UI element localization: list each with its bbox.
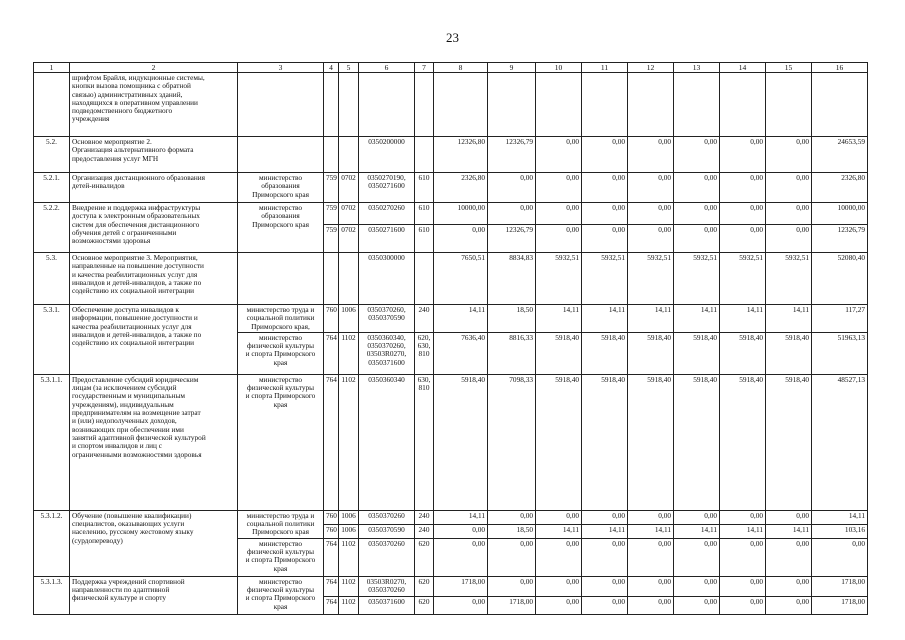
- header-cell: 7: [415, 63, 434, 73]
- value-cell: 0,00: [720, 576, 766, 596]
- table-row: [34, 137, 868, 173]
- row-number: 5.3.1.1.: [34, 374, 70, 510]
- value-cell: 0,00: [674, 137, 720, 173]
- value-cell: 0,00: [582, 538, 628, 576]
- vr-code: 240: [415, 510, 434, 524]
- executor: министерство труда и социальной политики Приморского края,: [238, 305, 324, 333]
- executor: министерство образования Приморского края: [238, 203, 324, 253]
- value-cell: 5918,40: [628, 332, 674, 374]
- value-cell: 0,00: [536, 596, 582, 614]
- value-cell: 0,00: [720, 538, 766, 576]
- rz-code: 1102: [339, 538, 359, 576]
- header-cell: 8: [434, 63, 488, 73]
- value-cell: 0,00: [720, 203, 766, 225]
- vr-code: 620, 630, 810: [415, 332, 434, 374]
- value-cell: 8816,33: [488, 332, 536, 374]
- value-cell: 14,11: [766, 524, 812, 538]
- value-cell: 5918,40: [536, 332, 582, 374]
- value-cell: 0,00: [488, 538, 536, 576]
- grbs-code: 760: [324, 510, 339, 524]
- value-cell: 14,11: [674, 305, 720, 333]
- header-cell: 16: [812, 63, 868, 73]
- value-cell: 14,11: [536, 524, 582, 538]
- grbs-code: 760: [324, 524, 339, 538]
- total-cell: 51963,13: [812, 332, 868, 374]
- value-cell: 0,00: [582, 225, 628, 253]
- value-cell: 0,00: [720, 225, 766, 253]
- value-cell: 12326,80: [434, 137, 488, 173]
- header-cell: 3: [238, 63, 324, 73]
- value-cell: 1718,00: [488, 596, 536, 614]
- executor: [238, 253, 324, 305]
- value-cell: 5918,40: [674, 374, 720, 510]
- value-cell: 14,11: [628, 524, 674, 538]
- header-cell: 10: [536, 63, 582, 73]
- value-cell: 5918,40: [536, 374, 582, 510]
- kcsr-code: 0350371600: [359, 596, 415, 614]
- value-cell: 10000,00: [434, 203, 488, 225]
- table-row: [34, 173, 868, 203]
- rz-code: 1006: [339, 524, 359, 538]
- total-cell: 48527,13: [812, 374, 868, 510]
- value-cell: 0,00: [766, 596, 812, 614]
- grbs-code: 764: [324, 332, 339, 374]
- value-cell: 0,00: [582, 576, 628, 596]
- value-cell: 0,00: [488, 203, 536, 225]
- header-cell: 4: [324, 63, 339, 73]
- value-cell: 5932,51: [674, 253, 720, 305]
- header-cell: 1: [34, 63, 70, 73]
- value-cell: 0,00: [434, 596, 488, 614]
- value-cell: 14,11: [582, 305, 628, 333]
- kcsr-code: 0350200000: [359, 137, 415, 173]
- row-number: [34, 73, 70, 137]
- header-cell: 2: [70, 63, 238, 73]
- rz-code: 1006: [339, 510, 359, 524]
- grbs-code: 759: [324, 203, 339, 225]
- executor: министерство образования Приморского края: [238, 173, 324, 203]
- vr-code: 610: [415, 173, 434, 203]
- value-cell: 18,50: [488, 524, 536, 538]
- grbs-code: 760: [324, 305, 339, 333]
- header-cell: 11: [582, 63, 628, 73]
- value-cell: 0,00: [674, 576, 720, 596]
- value-cell: 14,11: [628, 305, 674, 333]
- value-cell: 14,11: [582, 524, 628, 538]
- value-cell: 0,00: [488, 173, 536, 203]
- value-cell: 0,00: [720, 596, 766, 614]
- page-number: 23: [446, 30, 459, 45]
- kcsr-code: 0350370260: [359, 538, 415, 576]
- activity-name: шрифтом Брайля, индукционные системы, кнопки вызова помощника с обратной связью) административных зданий, находящихся в оперативном управлении подведомственного бюджетного учреждения: [70, 73, 238, 137]
- value-cell: 5918,40: [674, 332, 720, 374]
- value-cell: 14,11: [720, 524, 766, 538]
- table-row: [34, 374, 868, 510]
- value-cell: 0,00: [582, 137, 628, 173]
- value-cell: 5932,51: [582, 253, 628, 305]
- value-cell: 0,00: [628, 510, 674, 524]
- activity-name: Обеспечение доступа инвалидов к информации, повышение доступности и качества реабилитационных услуг для инвалидов и детей-инвалидов, а также по содействию их социальной интеграции: [70, 305, 238, 375]
- kcsr-code: 0350370260: [359, 510, 415, 524]
- value-cell: 0,00: [720, 137, 766, 173]
- value-cell: 0,00: [766, 137, 812, 173]
- value-cell: 2326,80: [434, 173, 488, 203]
- kcsr-code: 03503R0270, 0350370260: [359, 576, 415, 596]
- value-cell: 0,00: [674, 596, 720, 614]
- activity-name: Организация дистанционного образования детей-инвалидов: [70, 173, 238, 203]
- vr-code: 240: [415, 305, 434, 333]
- kcsr-code: 0350360340, 0350370260, 03503R0270, 0350371600: [359, 332, 415, 374]
- vr-code: 620: [415, 596, 434, 614]
- value-cell: 0,00: [766, 576, 812, 596]
- value-cell: 5918,40: [766, 374, 812, 510]
- activity-name: Поддержка учреждений спортивной направленности по адаптивной физической культуре и спорту: [70, 576, 238, 614]
- total-cell: 10000,00: [812, 203, 868, 225]
- kcsr-code: 0350370260, 0350370590: [359, 305, 415, 333]
- value-cell: 14,11: [720, 305, 766, 333]
- executor: [238, 137, 324, 173]
- value-cell: 0,00: [536, 510, 582, 524]
- vr-code: 620: [415, 576, 434, 596]
- row-number: 5.3.1.: [34, 305, 70, 375]
- value-cell: 0,00: [766, 510, 812, 524]
- value-cell: 5918,40: [582, 332, 628, 374]
- total-cell: 103,16: [812, 524, 868, 538]
- kcsr-code: 0350360340: [359, 374, 415, 510]
- value-cell: 5918,40: [720, 374, 766, 510]
- value-cell: 0,00: [536, 576, 582, 596]
- value-cell: 0,00: [536, 538, 582, 576]
- value-cell: 0,00: [488, 576, 536, 596]
- executor: министерство физической культуры и спорта Приморского края: [238, 374, 324, 510]
- value-cell: 0,00: [766, 173, 812, 203]
- kcsr-code: 0350271600: [359, 225, 415, 253]
- value-cell: 0,00: [674, 203, 720, 225]
- value-cell: 0,00: [582, 596, 628, 614]
- total-cell: 1718,00: [812, 596, 868, 614]
- table-row: [34, 305, 868, 333]
- row-number: 5.2.: [34, 137, 70, 173]
- row-number: 5.3.1.3.: [34, 576, 70, 614]
- value-cell: 0,00: [628, 576, 674, 596]
- value-cell: 0,00: [766, 225, 812, 253]
- grbs-code: 759: [324, 225, 339, 253]
- executor: министерство физической культуры и спорта Приморского края: [238, 538, 324, 576]
- table-row: [34, 203, 868, 225]
- header-cell: 15: [766, 63, 812, 73]
- header-cell: 9: [488, 63, 536, 73]
- grbs-code: 764: [324, 576, 339, 596]
- header-cell: 5: [339, 63, 359, 73]
- activity-name: Основное мероприятие 3. Мероприятия, направленные на повышение доступности и качества реабилитационных услуг для инвалидов и детей-инвалидов, а также по содействию их социальной интеграции: [70, 253, 238, 305]
- grbs-code: 764: [324, 538, 339, 576]
- value-cell: 0,00: [628, 538, 674, 576]
- header-cell: 14: [720, 63, 766, 73]
- value-cell: 5918,40: [434, 374, 488, 510]
- rz-code: 1102: [339, 374, 359, 510]
- grbs-code: 764: [324, 374, 339, 510]
- grbs-code: 764: [324, 596, 339, 614]
- value-cell: 14,11: [536, 305, 582, 333]
- value-cell: 7650,51: [434, 253, 488, 305]
- executor: [238, 73, 324, 137]
- value-cell: 5932,51: [766, 253, 812, 305]
- executor: министерство физической культуры и спорта Приморского края: [238, 332, 324, 374]
- value-cell: 0,00: [488, 510, 536, 524]
- vr-code: 620: [415, 538, 434, 576]
- table-row: [34, 253, 868, 305]
- total-cell: 12326,79: [812, 225, 868, 253]
- value-cell: 0,00: [766, 203, 812, 225]
- value-cell: 5918,40: [766, 332, 812, 374]
- vr-code: 610: [415, 225, 434, 253]
- value-cell: 0,00: [628, 137, 674, 173]
- value-cell: 5918,40: [582, 374, 628, 510]
- value-cell: 14,11: [674, 524, 720, 538]
- value-cell: 0,00: [536, 137, 582, 173]
- table-row: [34, 73, 868, 137]
- value-cell: 0,00: [582, 510, 628, 524]
- kcsr-code: 0350270190, 0350271600: [359, 173, 415, 203]
- budget-table: [33, 62, 868, 615]
- value-cell: 0,00: [434, 524, 488, 538]
- value-cell: 0,00: [628, 173, 674, 203]
- value-cell: 0,00: [674, 538, 720, 576]
- activity-name: Обучение (повышение квалификации) специалистов, оказывающих услуги населению, русскому жестовому языку (сурдопереводу): [70, 510, 238, 576]
- table-row: [34, 510, 868, 524]
- activity-name: Основное мероприятие 2. Организация альтернативного формата предоставления услуг МГН: [70, 137, 238, 173]
- value-cell: 7098,33: [488, 374, 536, 510]
- total-cell: 2326,80: [812, 173, 868, 203]
- value-cell: 0,00: [582, 203, 628, 225]
- executor: министерство физической культуры и спорта Приморского края: [238, 576, 324, 614]
- rz-code: 0702: [339, 203, 359, 225]
- vr-code: 630, 810: [415, 374, 434, 510]
- value-cell: 0,00: [674, 510, 720, 524]
- value-cell: 5918,40: [628, 374, 674, 510]
- value-cell: 0,00: [628, 225, 674, 253]
- value-cell: 0,00: [720, 173, 766, 203]
- value-cell: 0,00: [628, 203, 674, 225]
- value-cell: 0,00: [434, 225, 488, 253]
- value-cell: 12326,79: [488, 225, 536, 253]
- executor: министерство труда и социальной политики Приморского края: [238, 510, 324, 538]
- value-cell: 14,11: [434, 510, 488, 524]
- rz-code: 1102: [339, 332, 359, 374]
- header-cell: 12: [628, 63, 674, 73]
- rz-code: 1102: [339, 576, 359, 596]
- value-cell: 0,00: [536, 203, 582, 225]
- total-cell: 117,27: [812, 305, 868, 333]
- column-number-row: [34, 63, 868, 73]
- total-cell: 1718,00: [812, 576, 868, 596]
- value-cell: 5932,51: [628, 253, 674, 305]
- total-cell: 0,00: [812, 538, 868, 576]
- kcsr-code: 0350300000: [359, 253, 415, 305]
- row-number: 5.3.1.2.: [34, 510, 70, 576]
- kcsr-code: 0350370590: [359, 524, 415, 538]
- rz-code: 0702: [339, 173, 359, 203]
- value-cell: 0,00: [536, 173, 582, 203]
- value-cell: 0,00: [582, 173, 628, 203]
- kcsr-code: 0350270260: [359, 203, 415, 225]
- value-cell: 0,00: [628, 596, 674, 614]
- value-cell: 5932,51: [536, 253, 582, 305]
- value-cell: 0,00: [674, 173, 720, 203]
- vr-code: 240: [415, 524, 434, 538]
- value-cell: 8834,83: [488, 253, 536, 305]
- value-cell: 5918,40: [720, 332, 766, 374]
- total-cell: 14,11: [812, 510, 868, 524]
- vr-code: 610: [415, 203, 434, 225]
- value-cell: 0,00: [720, 510, 766, 524]
- value-cell: 0,00: [674, 225, 720, 253]
- row-number: 5.3.: [34, 253, 70, 305]
- row-number: 5.2.2.: [34, 203, 70, 253]
- activity-name: Предоставление субсидий юридическим лицам (за исключением субсидий государственным и муниципальным учреждениям), индивидуальным предпринимателям на возмещение затрат и (или) недополученных доходов, возникающих при обеспечении ими занятий адаптивной физической культурой и спортом инвалидов и лиц с ограниченными возможностями здоровья: [70, 374, 238, 510]
- value-cell: 14,11: [766, 305, 812, 333]
- rz-code: 1102: [339, 596, 359, 614]
- value-cell: 14,11: [434, 305, 488, 333]
- header-cell: 6: [359, 63, 415, 73]
- rz-code: 0702: [339, 225, 359, 253]
- value-cell: 0,00: [766, 538, 812, 576]
- row-number: 5.2.1.: [34, 173, 70, 203]
- value-cell: 7636,40: [434, 332, 488, 374]
- header-cell: 13: [674, 63, 720, 73]
- value-cell: 5932,51: [720, 253, 766, 305]
- rz-code: 1006: [339, 305, 359, 333]
- grbs-code: 759: [324, 173, 339, 203]
- total-cell: 24653,59: [812, 137, 868, 173]
- table-row: [34, 576, 868, 596]
- total-cell: 52080,40: [812, 253, 868, 305]
- value-cell: 0,00: [536, 225, 582, 253]
- value-cell: 0,00: [434, 538, 488, 576]
- activity-name: Внедрение и поддержка инфраструктуры доступа к электронным образовательных систем для обеспечения дистанционного обучения детей с ограниченными возможностями здоровья: [70, 203, 238, 253]
- value-cell: 12326,79: [488, 137, 536, 173]
- value-cell: 1718,00: [434, 576, 488, 596]
- value-cell: 18,50: [488, 305, 536, 333]
